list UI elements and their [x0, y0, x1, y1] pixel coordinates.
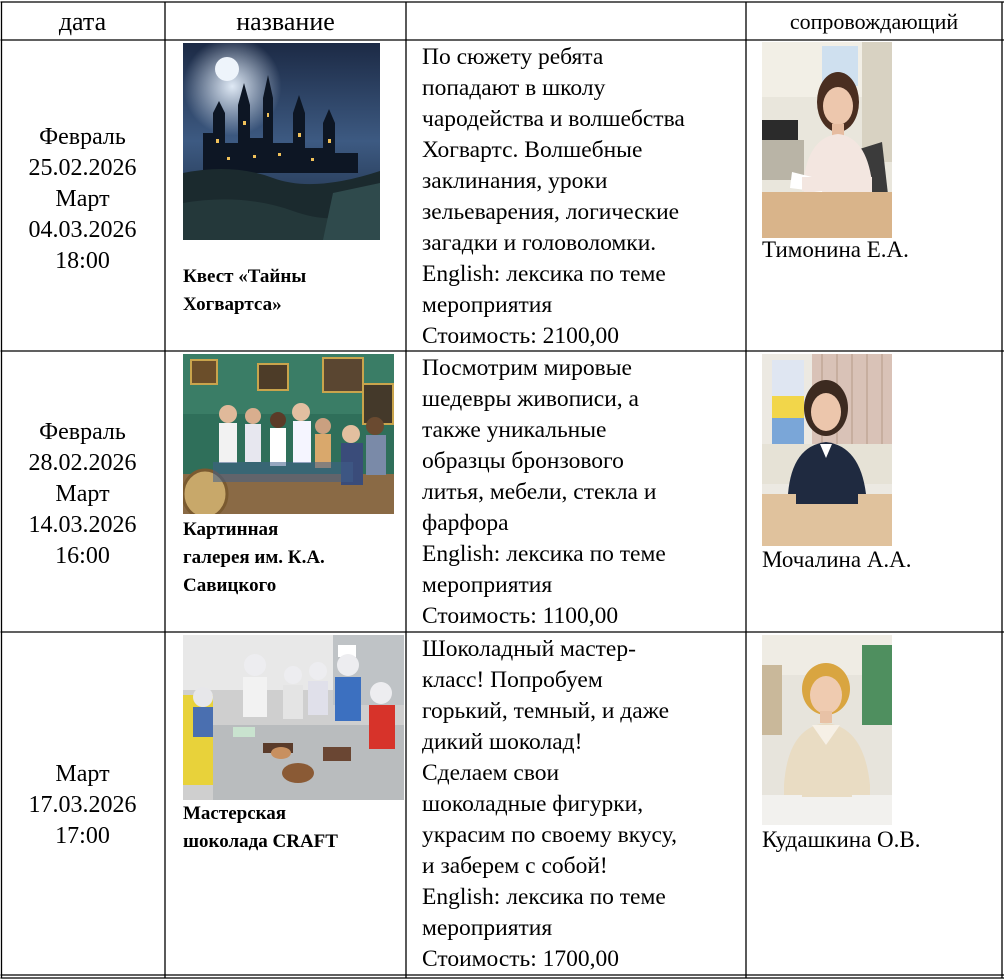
description-line: заклинания, уроки — [422, 168, 608, 194]
description-line: литья, мебели, стекла и — [422, 479, 657, 505]
table-row-3-title — [183, 800, 403, 856]
title-line: Мастерская — [183, 803, 287, 824]
description-line: образцы бронзового — [422, 448, 624, 474]
description-line: класс! Попробуем — [422, 667, 603, 693]
companion-name-3: Кудашкина О.В. — [762, 827, 921, 852]
description-line: зельеварения, логические — [422, 199, 680, 225]
description-line: По сюжету ребята — [422, 44, 604, 70]
description-line: фарфора — [422, 510, 509, 536]
date-line: Февраль — [39, 419, 126, 445]
companion-photo-3 — [762, 635, 892, 825]
date-line: 17.03.2026 — [28, 792, 137, 818]
date-line: 28.02.2026 — [28, 450, 137, 476]
companion-photo-2 — [762, 354, 892, 546]
companion-name-1: Тимонина Е.А. — [762, 237, 909, 262]
description-line: Стоимость: 1100,00 — [422, 603, 619, 629]
date-line: Март — [55, 481, 110, 507]
title-line: Картинная — [183, 519, 279, 540]
description-line: Шоколадный мастер- — [422, 636, 636, 662]
title-line: галерея им. К.А. — [183, 547, 325, 568]
header-description — [406, 2, 746, 40]
date-line: Февраль — [39, 124, 126, 150]
table-row-3-description — [406, 634, 746, 975]
title-line: шоколада CRAFT — [183, 831, 338, 852]
date-line: 17:00 — [55, 823, 110, 849]
table-row-2-title — [183, 516, 403, 600]
description-line: чародейства и волшебства — [422, 106, 685, 132]
table-row-1-title — [183, 263, 403, 319]
description-line: Посмотрим мировые — [422, 355, 632, 381]
header-name: название — [236, 7, 335, 36]
date-line: 18:00 — [55, 248, 110, 274]
table-row-3-date — [0, 632, 165, 975]
description-line: попадают в школу — [422, 75, 606, 101]
header-date: дата — [58, 7, 107, 36]
date-line: 16:00 — [55, 543, 110, 569]
description-line: горький, темный, и даже — [422, 698, 670, 724]
date-line: Март — [55, 186, 110, 212]
table-row-2-date — [0, 351, 165, 632]
description-line: English: лексика по теме — [422, 261, 666, 287]
description-line: шедевры живописи, а — [422, 386, 639, 412]
chocolate-workshop-photo — [183, 635, 404, 800]
description-line: English: лексика по теме — [422, 541, 666, 567]
description-line: Хогвартс. Волшебные — [422, 137, 643, 163]
date-line: 04.03.2026 — [28, 217, 137, 243]
date-line: Март — [55, 761, 110, 787]
table-row-2-description — [406, 353, 746, 632]
description-line: мероприятия — [422, 572, 553, 598]
title-line: Савицкого — [183, 575, 277, 596]
description-line: English: лексика по теме — [422, 884, 666, 910]
table-row-1-description — [406, 42, 746, 352]
companion-name-2: Мочалина А.А. — [762, 547, 912, 572]
description-line: Стоимость: 1700,00 — [422, 946, 620, 972]
description-line: Стоимость: 2100,00 — [422, 323, 620, 349]
description-line: мероприятия — [422, 292, 553, 318]
description-line: Сделаем свои — [422, 760, 560, 786]
description-line: дикий шоколад! — [422, 729, 583, 755]
art-gallery-photo — [183, 354, 394, 514]
description-line: также уникальные — [422, 417, 607, 443]
date-line: 14.03.2026 — [28, 512, 137, 538]
description-line: шоколадные фигурки, — [422, 791, 644, 817]
header-companion: сопровождающий — [789, 9, 959, 34]
description-line: загадки и головоломки. — [422, 230, 657, 256]
title-line: Квест «Тайны — [183, 266, 307, 287]
description-line: украсим по своему вкусу, — [422, 822, 677, 848]
hogwarts-castle-photo — [183, 43, 380, 240]
description-line: мероприятия — [422, 915, 553, 941]
description-line: и заберем с собой! — [422, 853, 608, 879]
title-line: Хогвартса» — [183, 294, 282, 315]
table-row-1-date — [0, 40, 165, 351]
date-line: 25.02.2026 — [28, 155, 137, 181]
companion-photo-1 — [762, 42, 892, 238]
